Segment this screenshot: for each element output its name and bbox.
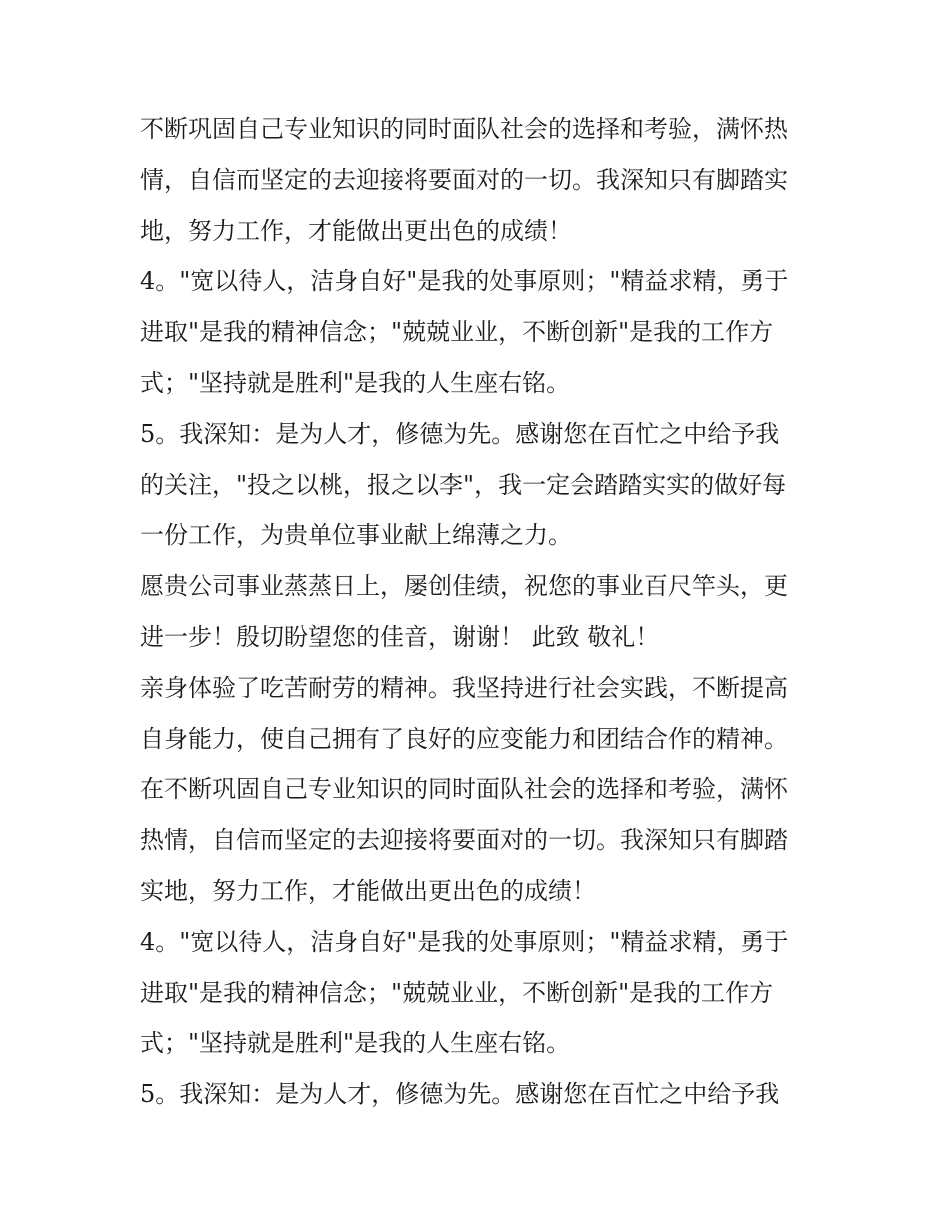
text-line: 亲身体验了吃苦耐劳的精神。我坚持进行社会实践，不断提高 [140,673,788,702]
text-line: 进取"是我的精神信念；"兢兢业业，不断创新"是我的工作方 [140,978,774,1007]
text-line: 进一步！殷切盼望您的佳音，谢谢！ 此致 敬礼！ [140,622,660,651]
text-line: 5。我深知：是为人才，修德为先。感谢您在百忙之中给予我 [140,419,780,448]
text-line: 的关注，"投之以桃，报之以李"，我一定会踏踏实实的做好每 [140,470,787,499]
text-line: 热情，自信而坚定的去迎接将要面对的一切。我深知只有脚踏 [140,826,788,855]
text-line: 实地，努力工作，才能做出更出色的成绩！ [140,876,596,905]
text-line: 进取"是我的精神信念；"兢兢业业，不断创新"是我的工作方 [140,318,774,347]
text-line: 情，自信而坚定的去迎接将要面对的一切。我深知只有脚踏实 [140,165,788,194]
text-line: 自身能力，使自己拥有了良好的应变能力和团结合作的精神。 [140,724,788,753]
text-line: 式；"坚持就是胜利"是我的人生座右铭。 [140,1029,571,1058]
text-line: 在不断巩固自己专业知识的同时面队社会的选择和考验，满怀 [140,775,788,804]
text-line: 不断巩固自己专业知识的同时面队社会的选择和考验，满怀热 [140,115,788,143]
text-line: 地，努力工作，才能做出更出色的成绩！ [140,216,572,245]
document-body [140,104,820,1120]
text-line: 4。"宽以待人，洁身自好"是我的处事原则；"精益求精，勇于 [140,927,789,956]
text-line: 5。我深知：是为人才，修德为先。感谢您在百忙之中给予我 [140,1080,780,1109]
text-line: 愿贵公司事业蒸蒸日上，屡创佳绩，祝您的事业百尺竿头，更 [140,572,788,601]
text-line: 一份工作，为贵单位事业献上绵薄之力。 [140,521,572,550]
text-line: 4。"宽以待人，洁身自好"是我的处事原则；"精益求精，勇于 [140,267,789,296]
text-line: 式；"坚持就是胜利"是我的人生座右铭。 [140,368,571,397]
